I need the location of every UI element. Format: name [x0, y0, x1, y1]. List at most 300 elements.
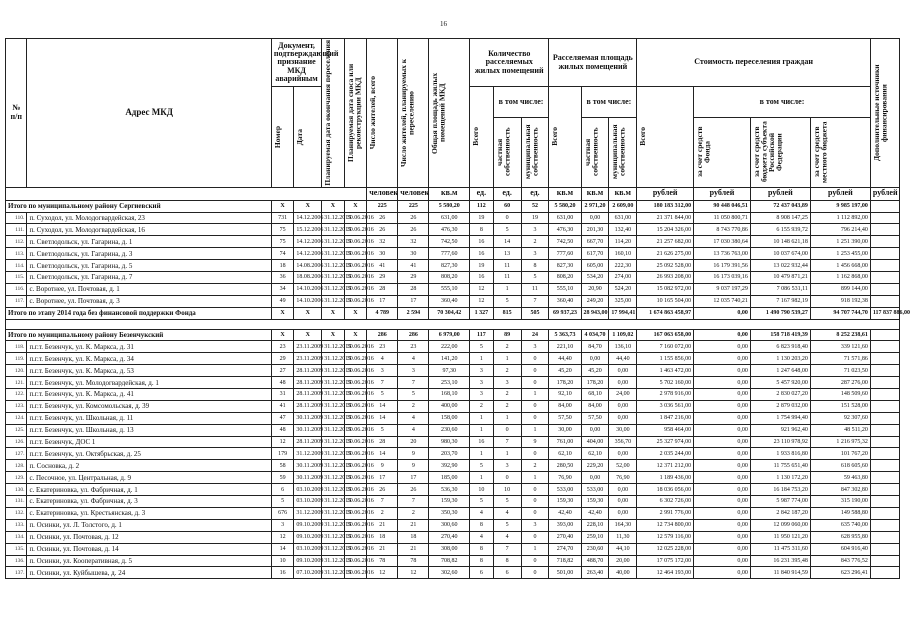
- table-cell: 71 571,86: [810, 353, 870, 365]
- table-cell: [870, 224, 899, 236]
- address-cell: п.г.т. Безенчук, ул. Молодогвардейская, д. 1: [27, 377, 271, 389]
- table-cell: 185,00: [429, 472, 470, 484]
- table-cell: 10 148 621,18: [750, 236, 810, 248]
- table-cell: 11 755 651,40: [750, 460, 810, 472]
- row-number: 129.: [6, 472, 27, 484]
- table-cell: 30.06.2016: [344, 400, 367, 412]
- table-cell: 9: [398, 460, 429, 472]
- table-cell: 28.11.2009: [294, 400, 322, 412]
- table-cell: 52: [521, 200, 549, 212]
- col-header-area-private: частная собственность: [582, 127, 600, 177]
- table-cell: 09.10.2009: [294, 555, 322, 567]
- table-cell: 14.10.2006: [294, 295, 322, 307]
- table-cell: 7: [367, 496, 398, 508]
- table-row: [6, 496, 900, 508]
- table-cell: 7: [521, 295, 549, 307]
- table-cell: 3: [493, 377, 521, 389]
- table-cell: 1 933 816,80: [750, 448, 810, 460]
- table-cell: 57,50: [549, 412, 581, 424]
- row-number: 127.: [6, 448, 27, 460]
- table-cell: 3: [470, 389, 494, 401]
- table-cell: 31.12.2015: [322, 460, 345, 472]
- address-cell: с. Екатериновка, ул. Крестьянская, д. 3: [27, 507, 271, 519]
- table-cell: [870, 295, 899, 307]
- table-cell: 286: [367, 329, 398, 341]
- table-cell: 476,30: [429, 224, 470, 236]
- table-cell: 17 075 172,00: [637, 555, 694, 567]
- table-cell: 101 767,20: [810, 448, 870, 460]
- table-cell: 114,20: [609, 236, 637, 248]
- table-cell: X: [322, 307, 345, 319]
- table-cell: 30.06.2016: [344, 283, 367, 295]
- table-cell: 631,00: [609, 212, 637, 224]
- table-cell: 7 160 072,00: [637, 341, 694, 353]
- table-cell: 12: [271, 531, 294, 543]
- table-cell: 0,00: [694, 531, 751, 543]
- address-cell: п. Осинки, ул. Почтовая, д. 12: [27, 531, 271, 543]
- table-row: [6, 484, 900, 496]
- table-cell: 5: [470, 341, 494, 353]
- table-cell: 2 991 776,00: [637, 507, 694, 519]
- table-cell: 7: [493, 436, 521, 448]
- table-cell: 17: [367, 472, 398, 484]
- table-cell: 9: [521, 436, 549, 448]
- table-cell: 14: [367, 412, 398, 424]
- table-row: [6, 519, 900, 531]
- table-cell: 360,40: [429, 295, 470, 307]
- table-cell: 6: [271, 484, 294, 496]
- table-cell: 8 252 238,61: [810, 329, 870, 341]
- table-cell: 18: [398, 531, 429, 543]
- table-cell: 17 994,41: [609, 307, 637, 319]
- table-cell: 52,00: [609, 460, 637, 472]
- table-row: [6, 260, 900, 272]
- table-cell: 618 605,60: [810, 460, 870, 472]
- table-cell: 132,40: [609, 224, 637, 236]
- col-header-area-total: Всего: [550, 127, 560, 147]
- table-cell: 6 823 918,40: [750, 341, 810, 353]
- table-cell: 356,70: [609, 436, 637, 448]
- table-cell: 8: [521, 260, 549, 272]
- table-cell: 30,00: [609, 424, 637, 436]
- table-cell: 14.12.2006: [294, 248, 322, 260]
- table-cell: 57,50: [581, 412, 609, 424]
- table-cell: 5: [367, 389, 398, 401]
- table-cell: 533,00: [581, 484, 609, 496]
- table-cell: 24,00: [609, 389, 637, 401]
- table-cell: 2: [493, 389, 521, 401]
- table-row: [6, 295, 900, 307]
- table-cell: 8: [470, 519, 494, 531]
- col-header-area-municipal: муниципальная собственность: [610, 124, 627, 180]
- table-cell: 0,00: [694, 353, 751, 365]
- table-cell: 26: [367, 224, 398, 236]
- table-row: [6, 531, 900, 543]
- table-cell: 5: [470, 460, 494, 472]
- table-cell: X: [322, 200, 345, 212]
- unit-cell: ед.: [470, 187, 494, 200]
- col-header-qty-total: Всего: [471, 127, 481, 147]
- table-cell: 1: [493, 448, 521, 460]
- table-cell: 4: [470, 531, 494, 543]
- table-cell: 0: [521, 377, 549, 389]
- table-row: [6, 460, 900, 472]
- table-cell: 97,30: [429, 365, 470, 377]
- table-cell: 1: [521, 389, 549, 401]
- table-cell: 7 086 531,11: [750, 283, 810, 295]
- table-row: [6, 400, 900, 412]
- table-cell: 117 837 886,00: [870, 307, 899, 319]
- table-cell: 350,30: [429, 507, 470, 519]
- table-cell: 1 253 455,00: [810, 248, 870, 260]
- address-cell: п. Осинки, ул. Л. Толстого, д. 1: [27, 519, 271, 531]
- row-number: 125.: [6, 424, 27, 436]
- table-cell: 59: [271, 472, 294, 484]
- table-cell: 30.06.2016: [344, 507, 367, 519]
- table-cell: 03.10.2009: [294, 484, 322, 496]
- table-cell: 26: [367, 484, 398, 496]
- table-cell: 31.12.2015: [322, 472, 345, 484]
- table-cell: 16 231 395,48: [750, 555, 810, 567]
- row-number: 115.: [6, 272, 27, 284]
- table-cell: 400,00: [429, 400, 470, 412]
- table-cell: [870, 200, 899, 212]
- table-cell: 30.06.2016: [344, 412, 367, 424]
- table-cell: 628 955,80: [810, 531, 870, 543]
- table-row: [6, 212, 900, 224]
- table-cell: 21 257 682,00: [637, 236, 694, 248]
- table-cell: 1 247 648,00: [750, 365, 810, 377]
- table-cell: 0: [521, 353, 549, 365]
- address-cell: с. Воротнее, ул. Почтовая, д. 3: [27, 295, 271, 307]
- table-cell: 11 475 311,60: [750, 543, 810, 555]
- table-cell: 68,10: [581, 389, 609, 401]
- table-cell: 555,10: [429, 283, 470, 295]
- table-cell: 6 302 726,00: [637, 496, 694, 508]
- address-cell: с. Екатериновка, ул. Фабричная, д. 1: [27, 484, 271, 496]
- table-cell: 225: [367, 200, 398, 212]
- table-cell: [870, 484, 899, 496]
- table-cell: 9 037 197,29: [694, 283, 751, 295]
- col-header-qty: Количество расселяемых жилых помещений: [470, 39, 549, 87]
- table-cell: 555,10: [549, 283, 581, 295]
- table-cell: 30.06.2016: [344, 295, 367, 307]
- table-cell: 30.06.2016: [344, 460, 367, 472]
- row-number: 119.: [6, 353, 27, 365]
- table-cell: 10: [493, 484, 521, 496]
- table-row: [6, 341, 900, 353]
- table-cell: 604 916,40: [810, 543, 870, 555]
- table-cell: 1 109,02: [609, 329, 637, 341]
- table-cell: 1: [470, 424, 494, 436]
- address-cell: п.г.т. Безенчук, ул. К. Маркса, д. 41: [27, 389, 271, 401]
- row-number: 132.: [6, 507, 27, 519]
- table-cell: 274,00: [609, 272, 637, 284]
- table-cell: 03.10.2009: [294, 496, 322, 508]
- table-cell: X: [294, 329, 322, 341]
- address-cell: п. Осинки, ул. Почтовая, д. 14: [27, 543, 271, 555]
- table-cell: 21: [367, 543, 398, 555]
- table-cell: 10: [271, 555, 294, 567]
- table-cell: 2: [493, 365, 521, 377]
- table-cell: 286: [398, 329, 429, 341]
- table-cell: 274,70: [549, 543, 581, 555]
- table-cell: 631,00: [429, 212, 470, 224]
- table-cell: 6 979,00: [429, 329, 470, 341]
- table-cell: 31.12.2015: [322, 295, 345, 307]
- col-header-local: за счет средств местного бюджета: [811, 121, 829, 183]
- table-cell: 21: [398, 519, 429, 531]
- col-header-document: Документ, подтверждающий признание МКД аварийным: [271, 39, 321, 87]
- table-cell: [870, 424, 899, 436]
- table-cell: 30.06.2016: [344, 519, 367, 531]
- table-cell: 5: [521, 272, 549, 284]
- table-cell: [870, 436, 899, 448]
- table-cell: 12 025 228,00: [637, 543, 694, 555]
- table-cell: 0,00: [581, 472, 609, 484]
- table-cell: [870, 236, 899, 248]
- table-cell: 45,20: [581, 365, 609, 377]
- col-header-area-including: в том числе:: [581, 87, 637, 118]
- table-cell: 30.06.2016: [344, 236, 367, 248]
- table-cell: 2 842 187,20: [750, 507, 810, 519]
- table-cell: 2 978 916,00: [637, 389, 694, 401]
- table-cell: 4: [367, 353, 398, 365]
- table-cell: 0: [521, 531, 549, 543]
- table-cell: 0: [521, 567, 549, 579]
- table-cell: 259,10: [581, 531, 609, 543]
- table-cell: 158,00: [429, 412, 470, 424]
- table-cell: 3: [271, 519, 294, 531]
- table-cell: 07.10.2009: [294, 567, 322, 579]
- table-cell: 44,40: [549, 353, 581, 365]
- table-cell: 3 036 561,00: [637, 400, 694, 412]
- table-cell: 16 173 039,16: [694, 272, 751, 284]
- col-header-doc-number: Номер: [272, 125, 282, 148]
- col-header-extra: Дополнительные источники финансирования: [871, 64, 889, 162]
- table-cell: 16: [470, 436, 494, 448]
- table-cell: 45,20: [549, 365, 581, 377]
- table-cell: [870, 448, 899, 460]
- table-cell: 41: [398, 260, 429, 272]
- table-cell: 4 789: [367, 307, 398, 319]
- row-number: 126.: [6, 436, 27, 448]
- table-cell: 827,30: [549, 260, 581, 272]
- table-cell: 617,70: [581, 248, 609, 260]
- table-cell: 31.12.2015: [322, 353, 345, 365]
- table-cell: 718,82: [549, 555, 581, 567]
- table-cell: 2 594: [398, 307, 429, 319]
- table-cell: [870, 531, 899, 543]
- table-cell: 5: [493, 295, 521, 307]
- row-number: 111.: [6, 224, 27, 236]
- table-cell: 1 130 172,20: [750, 472, 810, 484]
- table-cell: 31.12.2015: [322, 555, 345, 567]
- table-cell: 78: [367, 555, 398, 567]
- table-cell: [870, 329, 899, 341]
- address-cell: с. Воротнее, ул. Почтовая, д. 1: [27, 283, 271, 295]
- table-cell: [870, 212, 899, 224]
- table-cell: 19: [470, 212, 494, 224]
- table-cell: 0: [521, 365, 549, 377]
- table-cell: 20: [398, 436, 429, 448]
- table-cell: 72 437 043,89: [750, 200, 810, 212]
- row-number: 121.: [6, 377, 27, 389]
- table-cell: 17: [398, 295, 429, 307]
- table-cell: 899 144,00: [810, 283, 870, 295]
- col-header-total-area: Общая площадь жилых помещений МКД: [430, 72, 447, 154]
- table-cell: 12 035 740,21: [694, 295, 751, 307]
- table-cell: 30.06.2016: [344, 436, 367, 448]
- row-number: 112.: [6, 236, 27, 248]
- table-cell: [870, 412, 899, 424]
- table-cell: 2: [398, 507, 429, 519]
- table-cell: 918 192,38: [810, 295, 870, 307]
- table-cell: 28 943,00: [581, 307, 609, 319]
- table-cell: 0,00: [694, 377, 751, 389]
- table-cell: 29: [367, 272, 398, 284]
- table-cell: 263,40: [581, 567, 609, 579]
- address-cell: с. Песочное, ул. Центральная, д. 9: [27, 472, 271, 484]
- table-cell: 62,10: [549, 448, 581, 460]
- table-cell: 18.08.2006: [294, 272, 322, 284]
- table-cell: 1: [493, 412, 521, 424]
- row-number: 134.: [6, 531, 27, 543]
- table-cell: 13 022 932,44: [750, 260, 810, 272]
- spacer-cell: [6, 319, 900, 329]
- table-cell: 31.12.2015: [322, 224, 345, 236]
- table-cell: 75: [271, 224, 294, 236]
- table-cell: 0,00: [694, 496, 751, 508]
- row-number: 131.: [6, 496, 27, 508]
- table-cell: 7 167 982,19: [750, 295, 810, 307]
- table-cell: 42,40: [549, 507, 581, 519]
- table-cell: 0,00: [609, 448, 637, 460]
- table-cell: [870, 283, 899, 295]
- table-cell: 30.06.2016: [344, 543, 367, 555]
- table-cell: 4: [493, 507, 521, 519]
- table-cell: 31.12.2015: [322, 272, 345, 284]
- table-cell: 635 740,00: [810, 519, 870, 531]
- table-cell: 302,60: [429, 567, 470, 579]
- table-cell: 815: [493, 307, 521, 319]
- table-cell: 30.06.2016: [344, 496, 367, 508]
- table-cell: 12 464 193,00: [637, 567, 694, 579]
- table-cell: 60: [493, 200, 521, 212]
- table-cell: [870, 365, 899, 377]
- table-cell: [870, 400, 899, 412]
- table-cell: 2: [367, 507, 398, 519]
- table-cell: 827,30: [429, 260, 470, 272]
- address-cell: п. Сосновка, д. 2: [27, 460, 271, 472]
- table-cell: 0,00: [609, 507, 637, 519]
- table-cell: 21: [367, 519, 398, 531]
- table-cell: 84,00: [549, 400, 581, 412]
- table-cell: 70 304,42: [429, 307, 470, 319]
- table-cell: 9: [398, 448, 429, 460]
- table-row: [6, 353, 900, 365]
- table-cell: 4: [398, 424, 429, 436]
- table-cell: [870, 248, 899, 260]
- table-cell: 58: [271, 460, 294, 472]
- table-cell: 1 162 868,00: [810, 272, 870, 284]
- table-cell: 23.11.2009: [294, 341, 322, 353]
- table-cell: 0,00: [694, 519, 751, 531]
- table-cell: 14: [493, 236, 521, 248]
- table-cell: 253,10: [429, 377, 470, 389]
- address-cell: п.г.т. Безенчук, ул. Школьная, д. 13: [27, 424, 271, 436]
- row-number: 123.: [6, 400, 27, 412]
- table-cell: 30.11.2009: [294, 412, 322, 424]
- table-cell: 201,30: [581, 224, 609, 236]
- table-cell: 3: [367, 365, 398, 377]
- table-cell: 796 214,40: [810, 224, 870, 236]
- table-cell: 48: [271, 424, 294, 436]
- table-cell: 17: [398, 472, 429, 484]
- table-cell: 2 035 244,00: [637, 448, 694, 460]
- table-cell: 11: [493, 272, 521, 284]
- table-cell: 12 099 060,00: [750, 519, 810, 531]
- row-number: 135.: [6, 543, 27, 555]
- table-cell: [870, 472, 899, 484]
- table-cell: 2 609,00: [609, 200, 637, 212]
- table-cell: 159,30: [581, 496, 609, 508]
- table-cell: 0: [493, 472, 521, 484]
- col-header-regional: за счет средств бюджета субъекта Российской Федерации: [751, 121, 784, 183]
- table-cell: [870, 567, 899, 579]
- table-cell: 31.12.2015: [322, 424, 345, 436]
- table-cell: 20,00: [609, 555, 637, 567]
- table-cell: 2 971,20: [581, 200, 609, 212]
- table-cell: 30: [367, 248, 398, 260]
- table-cell: 26 993 208,00: [637, 272, 694, 284]
- table-row: [6, 365, 900, 377]
- table-cell: [870, 341, 899, 353]
- col-header-qty-municipal: муниципальная собственность: [522, 124, 540, 180]
- table-cell: 94 707 744,70: [810, 307, 870, 319]
- table-cell: 30: [398, 248, 429, 260]
- col-header-cost-including: в том числе:: [694, 87, 871, 118]
- table-cell: 1 847 216,00: [637, 412, 694, 424]
- unit-cell: человек: [398, 187, 429, 200]
- table-cell: 5 363,73: [549, 329, 581, 341]
- table-cell: [870, 555, 899, 567]
- row-number: 116.: [6, 283, 27, 295]
- unit-cell: рублей: [637, 187, 694, 200]
- row-number: 136.: [6, 555, 27, 567]
- row-number: 120.: [6, 365, 27, 377]
- table-cell: 3: [470, 365, 494, 377]
- table-cell: 524,20: [609, 283, 637, 295]
- table-cell: 25 092 528,00: [637, 260, 694, 272]
- table-cell: 31.12.2009: [294, 448, 322, 460]
- table-cell: 1: [470, 353, 494, 365]
- table-cell: 1 189 436,00: [637, 472, 694, 484]
- table-cell: 0: [493, 424, 521, 436]
- table-row: [6, 389, 900, 401]
- table-cell: 12 371 212,00: [637, 460, 694, 472]
- table-row: [6, 555, 900, 567]
- table-cell: 31: [271, 389, 294, 401]
- table-cell: 0,00: [694, 412, 751, 424]
- table-cell: 0: [521, 507, 549, 519]
- address-cell: п.г.т. Безенчук, ул. Комсомольская, д. 39: [27, 400, 271, 412]
- table-cell: 1 674 863 458,97: [637, 307, 694, 319]
- table-cell: 160,10: [609, 248, 637, 260]
- table-cell: 4: [493, 531, 521, 543]
- table-row: [6, 412, 900, 424]
- table-cell: 5: [271, 496, 294, 508]
